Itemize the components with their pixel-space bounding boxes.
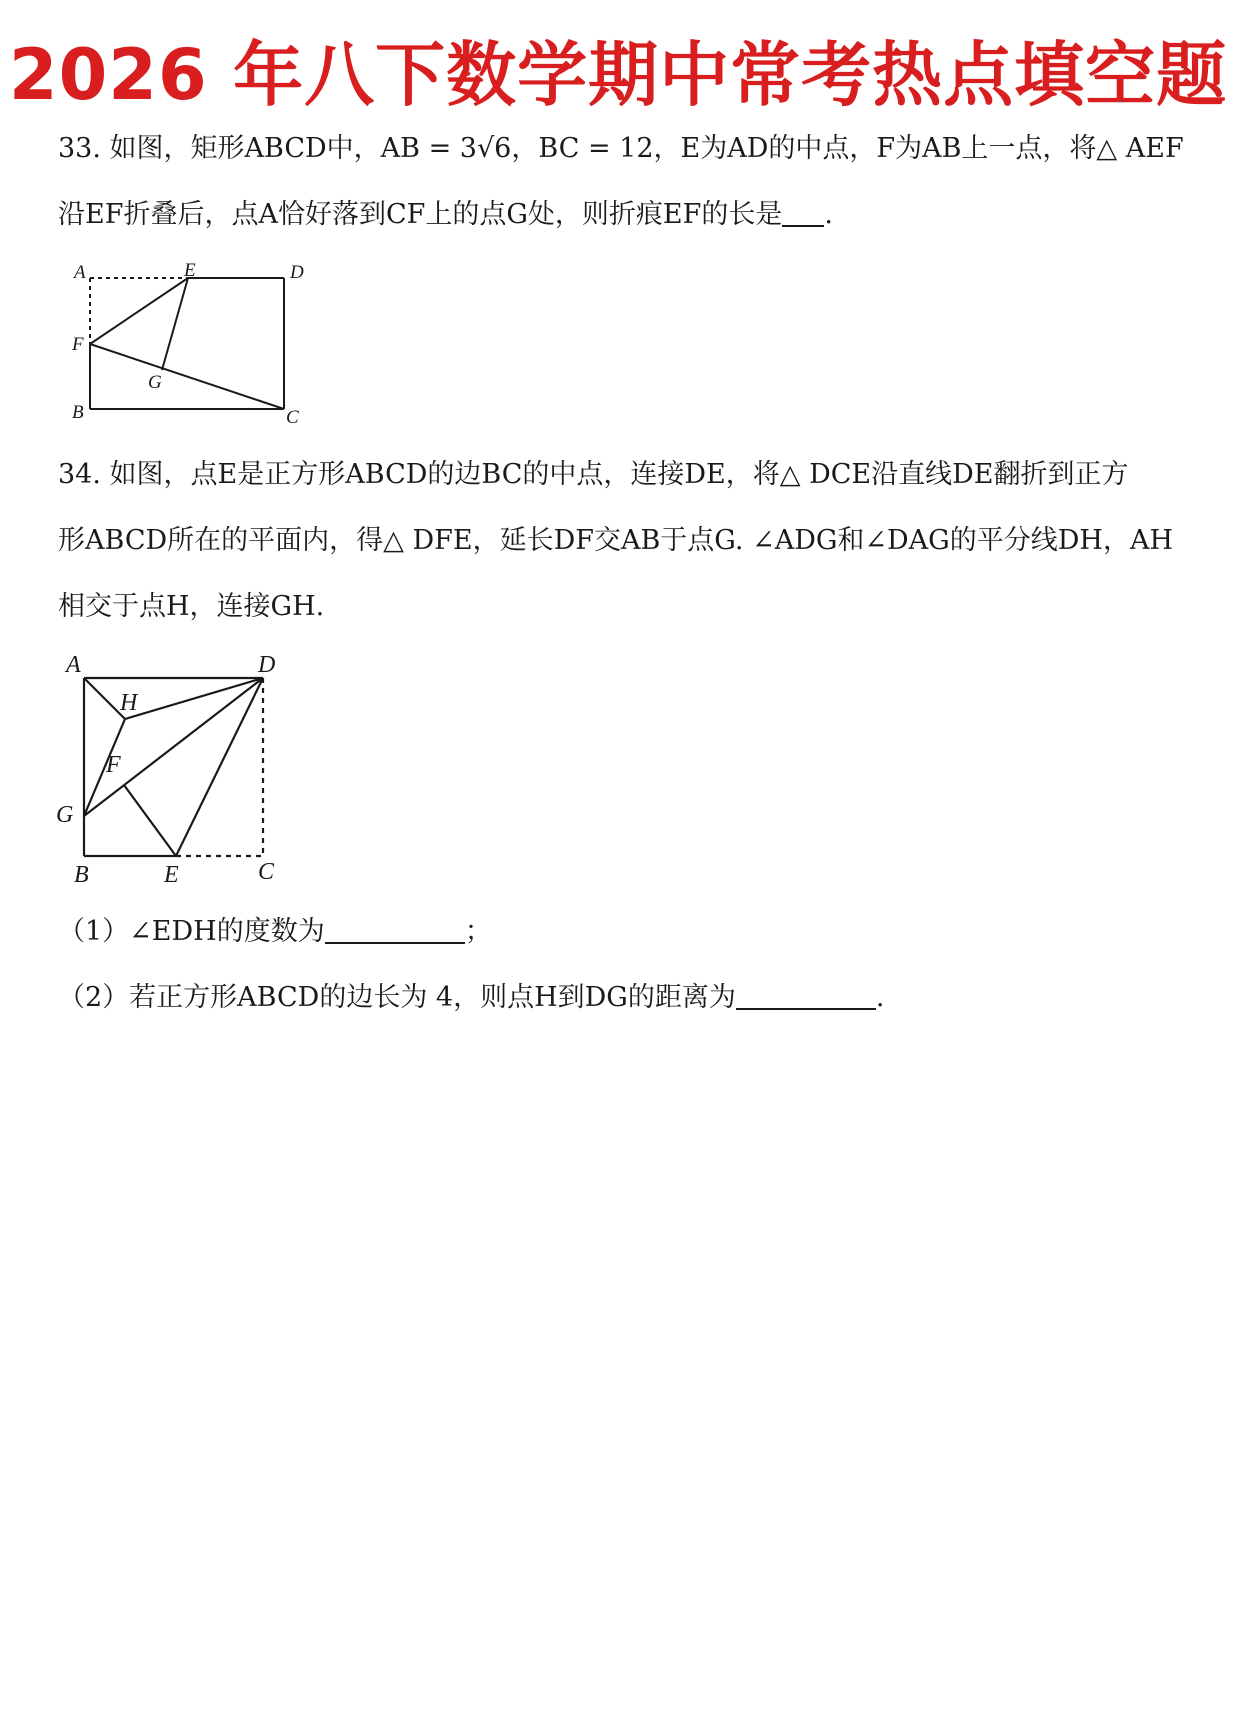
q34-segment-AH [84, 678, 125, 719]
q33-figure [60, 258, 320, 428]
q34-line-1: 34. 如图，点E是正方形ABCD的边BC的中点，连接DE，将△ DCE沿直线DE翻折到正方 [58, 459, 1129, 490]
q34-figure [50, 648, 300, 888]
q34-label-B: B [74, 862, 89, 888]
q34-label-H: H [120, 690, 138, 716]
q34-label-D: D [258, 652, 276, 678]
q34-label-E: E [164, 862, 179, 888]
page-title: 2026 年八下数学期中常考热点填空题 [8, 34, 1228, 116]
q33-line-2-end: . [824, 199, 833, 230]
q34-parts [58, 899, 1188, 1031]
q34-part-1 [58, 899, 1188, 965]
q33-label-F: F [72, 334, 84, 355]
q33-label-B: B [72, 402, 84, 423]
q34-part-1-blank[interactable] [325, 914, 465, 944]
q34-segment-HD [125, 678, 263, 719]
q34-part-1-text: （1）∠EDH的度数为 [58, 916, 325, 947]
q34-part-2 [58, 965, 1188, 1031]
q33-line-1: 33. 如图，矩形ABCD中，AB = 3√6，BC = 12，E为AD的中点，F为AB上一点，将△ AEF [58, 133, 1184, 164]
q33-line-2-text: 沿EF折叠后，点A恰好落到CF上的点G处，则折痕EF的长是 [58, 199, 783, 230]
q34-segment-DE [176, 678, 263, 856]
q34-part-2-blank[interactable] [736, 980, 876, 1010]
q33-label-C: C [286, 407, 299, 428]
q34-part-2-text: （2）若正方形ABCD的边长为 4，则点H到DG的距离为 [58, 982, 736, 1013]
q34-line-3: 相交于点H，连接GH. [58, 591, 325, 622]
q34-label-F: F [106, 752, 121, 778]
q34-part-1-end: ； [464, 916, 492, 947]
question-34 [58, 442, 1188, 640]
q33-segment-FE [90, 278, 188, 344]
question-33 [58, 116, 1188, 248]
q34-label-G: G [56, 802, 74, 828]
q33-label-D: D [290, 262, 304, 283]
q33-line-2 [58, 182, 1188, 248]
q33-label-E: E [184, 260, 196, 281]
q33-answer-blank[interactable] [782, 197, 824, 227]
q33-label-A: A [74, 262, 86, 283]
q34-part-2-end: . [875, 982, 885, 1013]
q33-segment-FC [90, 344, 284, 409]
q34-segment-FE [124, 785, 176, 856]
q34-label-A: A [66, 652, 81, 678]
q34-segment-GD [84, 678, 263, 816]
q34-label-C: C [258, 859, 275, 885]
q34-line-2: 形ABCD所在的平面内，得△ DFE，延长DF交AB于点G. ∠ADG和∠DAG的平分线DH，AH [58, 525, 1173, 556]
q33-label-G: G [148, 372, 162, 393]
